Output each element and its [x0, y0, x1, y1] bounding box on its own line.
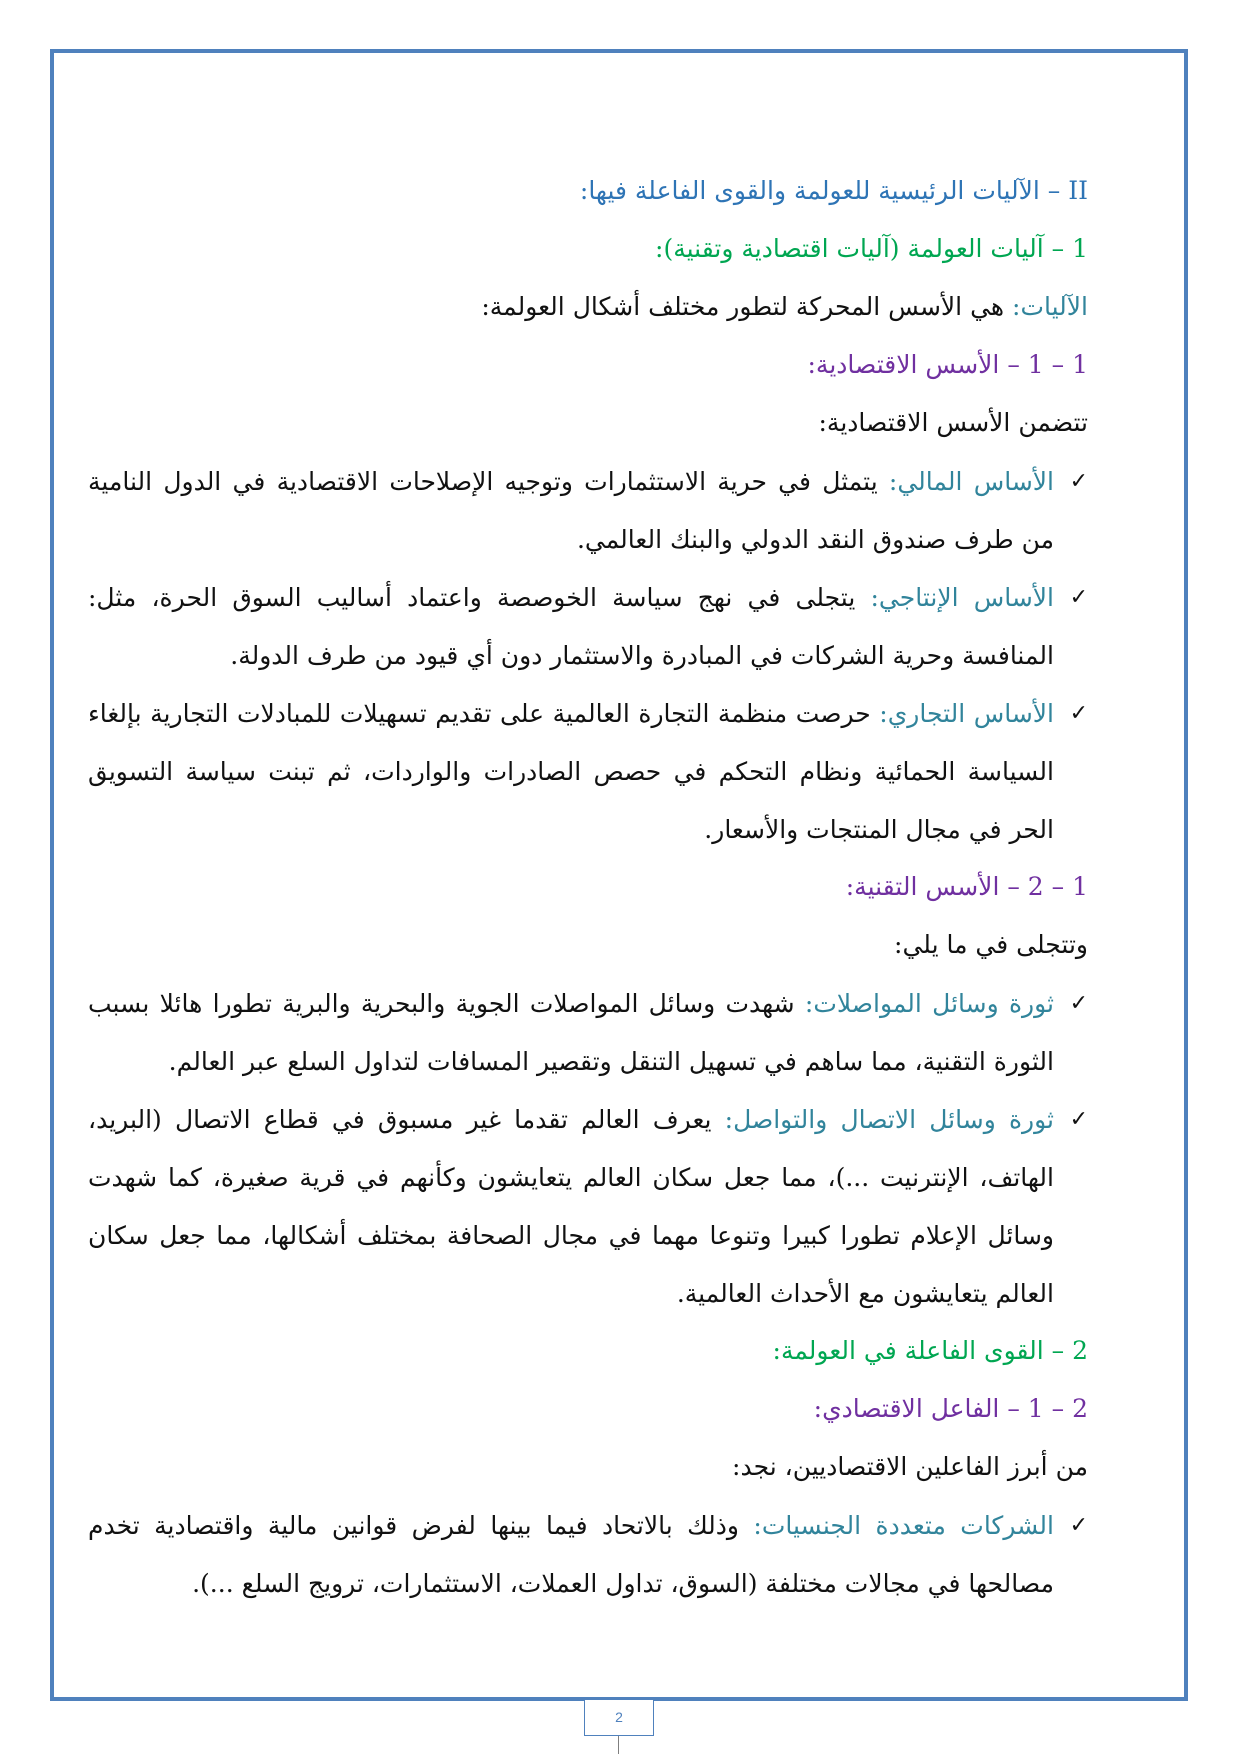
item-text: يتجلى في نهج سياسة الخوصصة واعتماد أساليب السوق الحرة، مثل: المنافسة وحرية الشركات في المبادرة والاستثمار دون أي قيود من طرف الدولة. — [88, 583, 1054, 670]
item-text: وذلك بالاتحاد فيما بينها لفرض قوانين مالية واقتصادية تخدم مصالحها في مجالات مختلفة (السوق، تداول العملات، الاستثمارات، ترويج السلع ...). — [88, 1511, 1054, 1598]
sub2-1-intro: من أبرز الفاعلين الاقتصاديين، نجد: — [732, 1452, 1088, 1481]
list-item — [88, 1497, 1088, 1613]
list-item — [88, 1091, 1088, 1323]
list-item — [88, 975, 1088, 1091]
sub1-1-title: 1 – 1 – الأسس الاقتصادية: — [807, 350, 1088, 379]
sub1-2-title: 1 – 2 – الأسس التقنية: — [845, 872, 1088, 901]
list-item — [88, 685, 1088, 859]
document-body — [88, 175, 1088, 1613]
sub1-1-intro: تتضمن الأسس الاقتصادية: — [818, 408, 1088, 437]
section-title: II – الآليات الرئيسية للعولمة والقوى الفاعلة فيها: — [579, 176, 1088, 205]
definition-line — [88, 291, 1088, 323]
item-text: يعرف العالم تقدما غير مسبوق في قطاع الاتصال (البريد، الهاتف، الإنترنيت ...)، مما جعل سكان العالم يتعايشون وكأنهم في قرية صغيرة، كما شهدت وسائل الإعلام تطورا كبيرا وتنوعا مهما في مجال الصحافة بمختلف أشكالها، مما جعل سكان العالم يتعايشون مع الأحداث العالمية. — [88, 1105, 1054, 1308]
checkmark-icon: ✓ — [1069, 585, 1088, 610]
definition-text: هي الأسس المحركة لتطور مختلف أشكال العولمة: — [481, 292, 1013, 321]
definition-term: الآليات: — [1012, 292, 1088, 321]
item-text: شهدت وسائل المواصلات الجوية والبحرية والبرية تطورا هائلا بسبب الثورة التقنية، مما ساهم في تسهيل التنقل وتقصير المسافات لتداول السلع عبر العالم. — [88, 989, 1054, 1076]
sub2-title: 2 – القوى الفاعلة في العولمة: — [772, 1336, 1088, 1365]
sub2-1-title: 2 – 1 – الفاعل الاقتصادي: — [813, 1394, 1088, 1423]
page-number: 2 — [584, 1700, 654, 1736]
checkmark-icon: ✓ — [1069, 1513, 1088, 1538]
sub1-2-intro: وتتجلى في ما يلي: — [894, 930, 1088, 959]
page-number-tick — [618, 1736, 619, 1754]
checkmark-icon: ✓ — [1069, 469, 1088, 494]
checkmark-icon: ✓ — [1069, 701, 1088, 726]
item-term: الشركات متعددة الجنسيات: — [753, 1511, 1054, 1540]
list-item — [88, 569, 1088, 685]
list-item — [88, 453, 1088, 569]
sub1-title: 1 – آليات العولمة (آليات اقتصادية وتقنية): — [655, 234, 1088, 263]
checkmark-icon: ✓ — [1069, 1107, 1088, 1132]
item-text: حرصت منظمة التجارة العالمية على تقديم تسهيلات للمبادلات التجارية بإلغاء السياسة الحمائية ونظام التحكم في حصص الصادرات والواردات، ثم تبنت سياسة التسويق الحر في مجال المنتجات والأسعار. — [88, 699, 1054, 844]
item-term: الأساس الإنتاجي: — [870, 583, 1054, 612]
item-term: ثورة وسائل الاتصال والتواصل: — [724, 1105, 1054, 1134]
item-text: يتمثل في حرية الاستثمارات وتوجيه الإصلاحات الاقتصادية في الدول النامية من طرف صندوق النقد الدولي والبنك العالمي. — [88, 467, 1054, 554]
item-term: الأساس المالي: — [888, 467, 1054, 496]
item-term: الأساس التجاري: — [879, 699, 1054, 728]
checkmark-icon: ✓ — [1069, 991, 1088, 1016]
item-term: ثورة وسائل المواصلات: — [804, 989, 1054, 1018]
